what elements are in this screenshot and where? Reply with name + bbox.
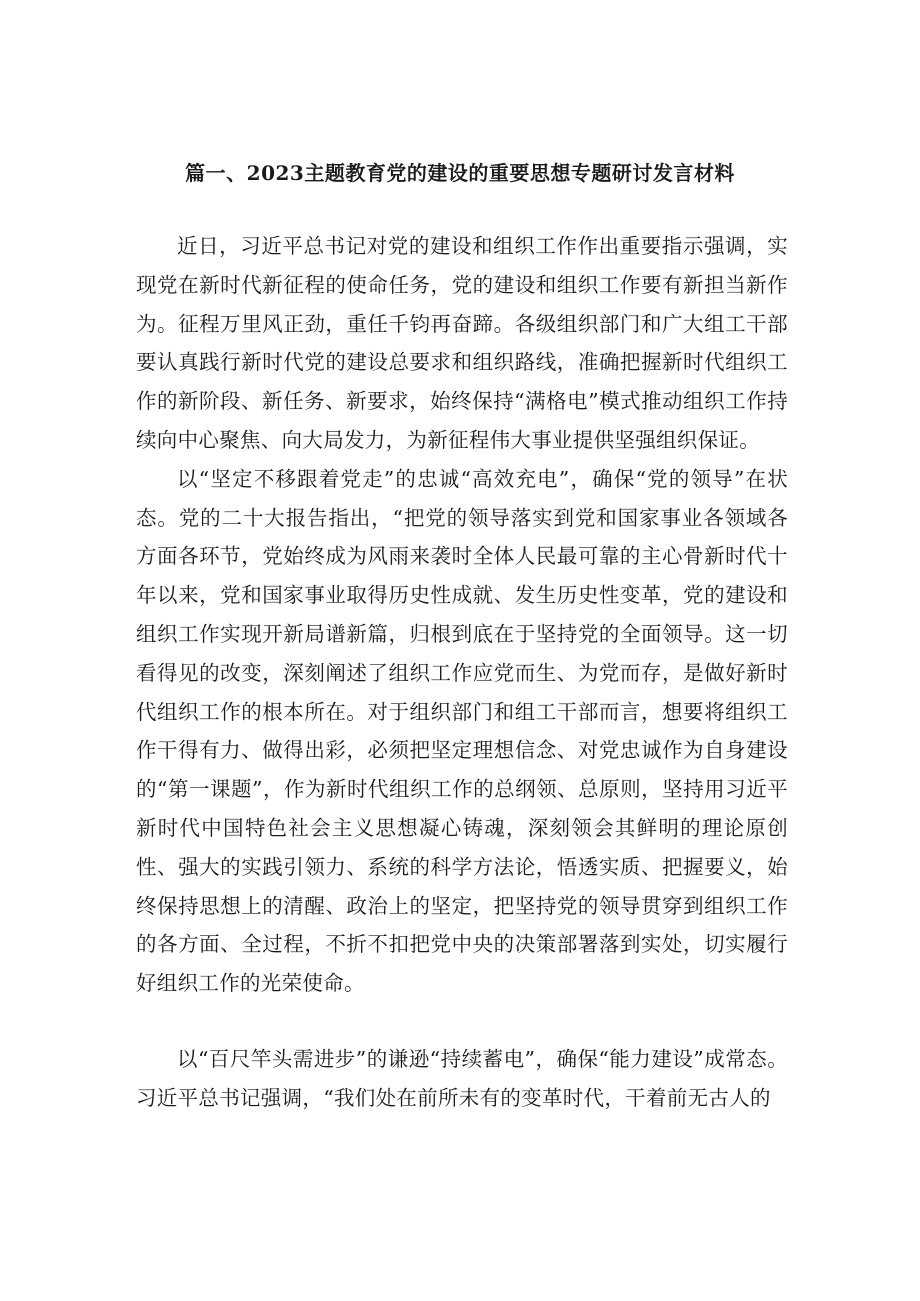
document-title: 篇一、2023主题教育党的建设的重要思想专题研讨发言材料 bbox=[185, 161, 735, 185]
paragraph-2: 以“坚定不移跟着党走”的忠诚“高效充电”，确保“党的领导”在状态。党的二十大报告指出，“把党的领导落实到党和国家事业各领域各方面各环节，党始终成为风雨来袭时全体人民最可靠的主心骨新时代十年以来，党和国家事业取得历史性成就、发生历史性变革，党的建设和组织工作实现开新局谱新篇，归根到底在于坚持党的全面领导。这一切看得见的改变，深刻阐述了组织工作应党而生、为党而存，是做好新时代组织工作的根本所在。对于组织部门和组工干部而言，想要将组织工作干得有力、做得出彩，必须把坚定理想信念、对党忠诚作为自身建设的“第一课题”，作为新时代组织工作的总纲领、总原则，坚持用习近平新时代中国特色社会主义思想凝心铸魂，深刻领会其鲜明的理论原创性、强大的实践引领力、系统的科学方法论，悟透实质、把握要义，始终保持思想上的清醒、政治上的坚定，把坚持党的领导贯穿到组织工作的各方面、全过程，不折不扣把党中央的决策部署落到实处，切实履行好组织工作的光荣使命。 bbox=[136, 466, 788, 996]
paragraph-1: 近日，习近平总书记对党的建设和组织工作作出重要指示强调，实现党在新时代新征程的使命任务，党的建设和组织工作要有新担当新作为。征程万里风正劲，重任千钧再奋蹄。各级组织部门和广大组工干部要认真践行新时代党的建设总要求和组织路线，准确把握新时代组织工作的新阶段、新任务、新要求，始终保持“满格电”模式推动组织工作持续向中心聚焦、向大局发力，为新征程伟大事业提供坚强组织保证。 bbox=[136, 234, 788, 452]
document-body bbox=[136, 227, 788, 1118]
paragraph-3: 以“百尺竿头需进步”的谦逊“持续蓄电”，确保“能力建设”成常态。习近平总书记强调，“我们处在前所未有的变革时代，干着前无古人的 bbox=[136, 1046, 788, 1110]
